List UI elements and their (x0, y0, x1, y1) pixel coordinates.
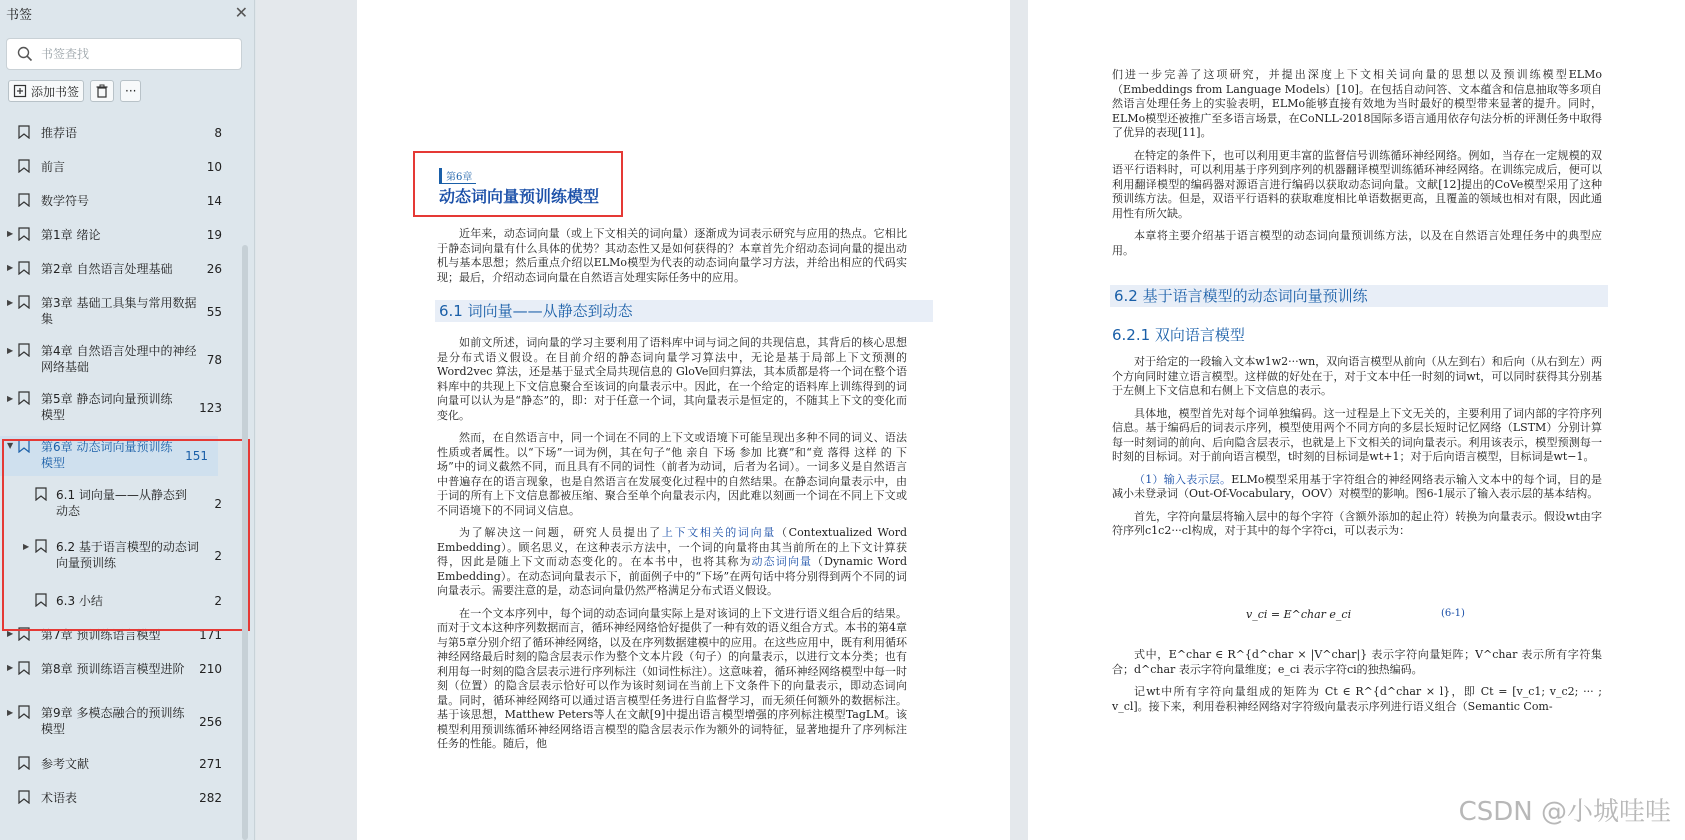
body-paragraph (1112, 473, 1602, 502)
bookmark-item[interactable] (0, 260, 240, 284)
expand-arrow-icon[interactable]: ▶ (23, 542, 30, 551)
bookmark-item[interactable] (0, 158, 240, 182)
bookmark-item[interactable] (0, 342, 240, 378)
text-run: ELMo模型采用基于字符组合的神经网络表示输入文本中的每个词，目的是减小未登录词（Out-Of-Vocabulary，OOV）对模型的影响。图6-1展示了输入表示层的基本结构。 (1112, 472, 1603, 500)
bookmark-page: 14 (206, 194, 222, 208)
bookmark-page: 210 (199, 662, 222, 676)
search-icon (17, 46, 33, 62)
bookmark-label: 第4章 自然语言处理中的神经网络基础 (41, 344, 197, 374)
term-link: 动态词向量 (751, 555, 813, 568)
bookmark-icon (18, 391, 30, 405)
body-paragraph: 如前文所述，词向量的学习主要利用了语料库中词与词之间的共现信息，其背后的核心思想是分布式语义假设。在目前介绍的静态词向量学习算法中，无论是基于局部上下文预测的 Word2vec 算法，还是基于显式全局共现信息的 GloVe回归算法，其本质都是将一个词在整个语料库中的共现上下文信息聚合至该词的向量表示中。因此，在一个给定的语料库上训练得到的词向量可以认为是“静态”的，即：对于任意一个词，其向量表示是恒定的，不随其上下文的变化而变化。 (437, 336, 907, 422)
expand-arrow-icon[interactable]: ▶ (7, 708, 14, 717)
bookmark-label: 术语表 (41, 791, 78, 805)
right-body-bottom (1112, 648, 1602, 722)
equation-number: (6-1) (1441, 608, 1465, 619)
bookmark-label: 数学符号 (41, 194, 90, 208)
expand-arrow-icon[interactable]: ▶ (7, 663, 14, 672)
add-bookmark-button[interactable] (8, 80, 84, 102)
bookmark-icon (18, 261, 30, 275)
body-paragraph: 首先，字符向量层将输入层中的每个字符（含额外添加的起止符）转换为向量表示。假设wt由字符序列c1c2···cl构成，对于其中的每个字符ci，可以表示为： (1112, 509, 1602, 537)
bookmark-page: 55 (206, 305, 222, 319)
search-input[interactable] (41, 47, 231, 61)
bookmark-icon (18, 159, 30, 173)
bookmark-item[interactable] (0, 294, 240, 330)
bookmark-label: 第5章 静态词向量预训练模型 (41, 392, 173, 422)
trash-icon (95, 84, 109, 98)
sidebar-scrollbar[interactable] (242, 245, 248, 840)
close-icon[interactable]: ✕ (234, 3, 248, 22)
delete-bookmark-button[interactable] (90, 80, 114, 102)
bookmark-label: 第3章 基础工具集与常用数据集 (41, 296, 197, 326)
bookmark-icon (18, 790, 30, 804)
panel-title: 书签 (6, 7, 33, 23)
bookmark-icon (18, 756, 30, 770)
bookmark-page: 256 (199, 715, 222, 729)
chapter-tag: 第6章 (439, 168, 476, 184)
body-paragraph: 式中，E^char ∈ R^{d^char × |V^char|} 表示字符向量矩阵；V^char 表示所有字符集合；d^char 表示字符向量维度；e_ci 表示字符ci的独热编码。 (1112, 648, 1602, 676)
bookmark-label: 6.3 小结 (56, 594, 103, 608)
bookmark-label: 第1章 绪论 (41, 228, 101, 242)
bookmark-page: 151 (185, 449, 208, 463)
bookmark-item[interactable] (0, 226, 240, 250)
bookmark-icon (18, 705, 30, 719)
bookmark-label: 6.1 词向量——从静态到动态 (56, 488, 187, 518)
bookmark-label: 参考文献 (41, 757, 90, 771)
bookmark-icon (18, 227, 30, 241)
body-paragraph: 然而，在自然语言中，同一个词在不同的上下文或语境下可能呈现出多种不同的词义、语法性质或者属性。以“下场”一词为例，其在句子“他 亲自 下场 参加 比赛”和“竟 落得 这样 的 下场”中的词义截然不同，而且具有不同的词性（前者为动词，后者为名词）。一词多义是自然语言中普遍存在的语言现象，也是自然语言在发展变化过程中的自然结果。在静态词向量表示中，由于词的所有上下文信息都被压缩、聚合至单个向量表示内，因此难以刻画一个词在不同上下文或不同语境下的不同词义信息。 (437, 431, 907, 517)
expand-arrow-icon[interactable]: ▶ (7, 394, 14, 403)
text-run: （Contextualized Word Embedding）。顾名思义，在这种表示方法中，一个词的向量将由其当前所在的上下文计算获得，因此是随上下文而动态变化的。在本书中，也将其称为 (437, 526, 908, 568)
bookmark-icon (18, 343, 30, 357)
bookmark-page: 123 (199, 401, 222, 415)
chapter-intro (437, 227, 907, 293)
bookmark-page: 171 (199, 628, 222, 642)
add-bookmark-icon (13, 84, 27, 98)
right-body-middle (1112, 355, 1602, 547)
bookmark-search[interactable] (6, 38, 242, 70)
bookmark-page: 19 (206, 228, 222, 242)
subsection-heading: 6.2.1 双向语言模型 (1112, 326, 1245, 344)
bookmark-label: 第9章 多模态融合的预训练模型 (41, 706, 185, 736)
text-run: 为了解决这一问题，研究人员提出了 (459, 526, 662, 539)
add-bookmark-label: 添加书签 (31, 84, 80, 99)
bookmark-page: 26 (206, 262, 222, 276)
bookmark-item[interactable] (0, 660, 240, 684)
bookmark-label: 6.2 基于语言模型的动态词向量预训练 (56, 540, 199, 570)
expand-arrow-icon[interactable]: ▶ (7, 346, 14, 355)
body-paragraph: 在一个文本序列中，每个词的动态词向量实际上是对该词的上下文进行语义组合后的结果。而对于文本这种序列数据而言，循环神经网络恰好提供了一种有效的语义组合方式。本书的第4章与第5章分别介绍了循环神经网络，以及在序列数据建模中的应用。在这些应用中，既有利用循环神经网络最后时刻的隐含层表示作为整个文本片段（句子）的向量表示，以进行文本分类；也有利用每一时刻的隐含层表示进行序列标注（如词性标注）。这意味着，循环神经网络模型中每一时刻（位置）的隐含层表示恰好可以作为该时刻词在当前上下文条件下的向量表示，即动态词向量。同时，循环神经网络可以通过语言模型任务进行自监督学习，而无须任何额外的数据标注。基于该思想，Matthew Peters等人在文献[9]中提出语言模型增强的序列标注模型TagLM。该模型利用预训练循环神经网络语言模型的隐含层表示作为额外的词特征，显著地提升了序列标注任务的性能。随后，他 (437, 606, 907, 750)
sidebar-annotation-box (2, 439, 250, 631)
section-heading: 6.1 词向量——从静态到动态 (435, 300, 933, 322)
bookmark-page: 10 (206, 160, 222, 174)
equation: v_ci = E^char e_ci (1246, 608, 1352, 621)
body-paragraph: 们进一步完善了这项研究，并提出深度上下文相关词向量的思想以及预训练模型ELMo（Embeddings from Language Models）[10]。在包括自动问答、文本蕴含和信息抽取等多项自然语言处理任务上的实验表明，ELMo能够直接有效地为当时最好的模型带来显著的提升。同时，ELMo模型还被推广至多语言场景，在CoNLL-2018国际多语言通用依存句法分析的评测任务中取得了优异的表现[11]。 (1112, 68, 1602, 139)
body-paragraph: 记wt中所有字符向量组成的矩阵为 Ct ∈ R^{d^char × l}，即 Ct = [v_c1; v_c2; ··· ; v_cl]。接下来，利用卷积神经网络对字符级向量表示序列进行语义组合（Semantic Com- (1112, 685, 1602, 713)
bookmark-label: 第2章 自然语言处理基础 (41, 262, 173, 276)
document-page-left (357, 0, 1010, 840)
text-run: （Dynamic Word Embedding）。在动态词向量表示下，前面例子中的“下场”在两句话中将分别得到两个不同的词向量表示。需要注意的是，动态词向量仍然严格满足分布式语义假设。 (437, 555, 908, 597)
collapse-arrow-icon[interactable]: ▼ (7, 441, 14, 450)
body-paragraph: 对于给定的一段输入文本w1w2···wn，双向语言模型从前向（从左到右）和后向（从右到左）两个方向同时建立语言模型。这样做的好处在于，对于文本中任一时刻的词wt，可以同时获得其分别基于左侧上下文信息和右侧上下文信息的表示。 (1112, 355, 1602, 397)
chapter-title: 动态词向量预训练模型 (439, 187, 600, 206)
section-body (437, 336, 907, 760)
intro-paragraph: 近年来，动态词向量（或上下文相关的词向量）逐渐成为词表示研究与应用的热点。它相比于静态词向量有什么具体的优势？其动态性又是如何获得的？本章首先介绍动态词向量的提出动机与基本思想；然后重点介绍以ELMo模型为代表的动态词向量学习方法，并给出相应的代码实现；最后，介绍动态词向量在自然语言处理实际任务中的应用。 (437, 227, 907, 284)
term-link: （1）输入表示层。 (1134, 472, 1232, 486)
bookmark-label: 第8章 预训练语言模型进阶 (41, 662, 185, 676)
bookmark-toolbar (8, 80, 254, 102)
bookmark-item[interactable] (0, 704, 240, 740)
more-icon: ··· (125, 84, 137, 98)
bookmark-icon (18, 295, 30, 309)
bookmark-page: 282 (199, 791, 222, 805)
bookmark-panel (0, 0, 255, 840)
bookmark-icon (18, 193, 30, 207)
expand-arrow-icon[interactable]: ▶ (7, 263, 14, 272)
bookmark-page: 8 (214, 126, 222, 140)
bookmark-page: 271 (199, 757, 222, 771)
term-link: 上下文相关的词向量 (661, 526, 776, 539)
watermark: CSDN @小城哇哇 (1458, 797, 1671, 827)
bookmark-label: 前言 (41, 160, 66, 174)
right-body-top (1112, 68, 1602, 266)
section-heading: 6.2 基于语言模型的动态词向量预训练 (1110, 285, 1608, 307)
bookmark-label: 第7章 预训练语言模型 (41, 628, 161, 642)
body-paragraph: 在特定的条件下，也可以利用更丰富的监督信号训练循环神经网络。例如，当存在一定规模的双语平行语料时，可以利用基于序列到序列的机器翻译模型训练循环神经网络。在训练完成后，便可以利用翻译模型的编码器对源语言进行编码以获取动态词向量。文献[12]提出的CoVe模型采用了这种预训练方法。但是，双语平行语料的获取难度相比单语数据更高，且覆盖的领域也相对有限，因此通用性有所欠缺。 (1112, 148, 1602, 220)
bookmark-label: 推荐语 (41, 126, 78, 140)
bookmark-page: 2 (214, 594, 222, 608)
bookmark-page: 2 (214, 549, 222, 563)
expand-arrow-icon[interactable]: ▶ (7, 229, 14, 238)
bookmark-panel-header (0, 0, 254, 26)
body-paragraph: 本章将主要介绍基于语言模型的动态词向量预训练方法，以及在自然语言处理任务中的典型应用。 (1112, 229, 1602, 257)
expand-arrow-icon[interactable]: ▶ (7, 629, 14, 638)
bookmark-page: 78 (206, 353, 222, 367)
bookmark-item[interactable] (0, 390, 240, 426)
body-paragraph (437, 526, 907, 599)
bookmark-label: 第6章 动态词向量预训练模型 (41, 440, 173, 470)
bookmark-item[interactable] (0, 789, 240, 813)
bookmark-item[interactable] (0, 192, 240, 216)
bookmark-icon (18, 661, 30, 675)
bookmark-icon (18, 125, 30, 139)
bookmark-item[interactable] (0, 124, 240, 148)
bookmark-item[interactable] (0, 755, 240, 779)
document-page-right (1028, 0, 1685, 840)
expand-arrow-icon[interactable]: ▶ (7, 298, 14, 307)
more-button[interactable] (120, 80, 141, 102)
body-paragraph: 具体地，模型首先对每个词单独编码。这一过程是上下文无关的，主要利用了词内部的字符序列信息。基于编码后的词表示序列，模型使用两个不同方向的多层长短时记忆网络（LSTM）分别计算每一时刻词的前向、后向隐含层表示，也就是上下文相关的词向量表示。利用该表示，模型预测每一时刻的目标词。对于前向语言模型，t时刻的目标词是wt+1；对于后向语言模型，目标词是wt−1。 (1112, 406, 1602, 463)
bookmark-page: 2 (214, 497, 222, 511)
